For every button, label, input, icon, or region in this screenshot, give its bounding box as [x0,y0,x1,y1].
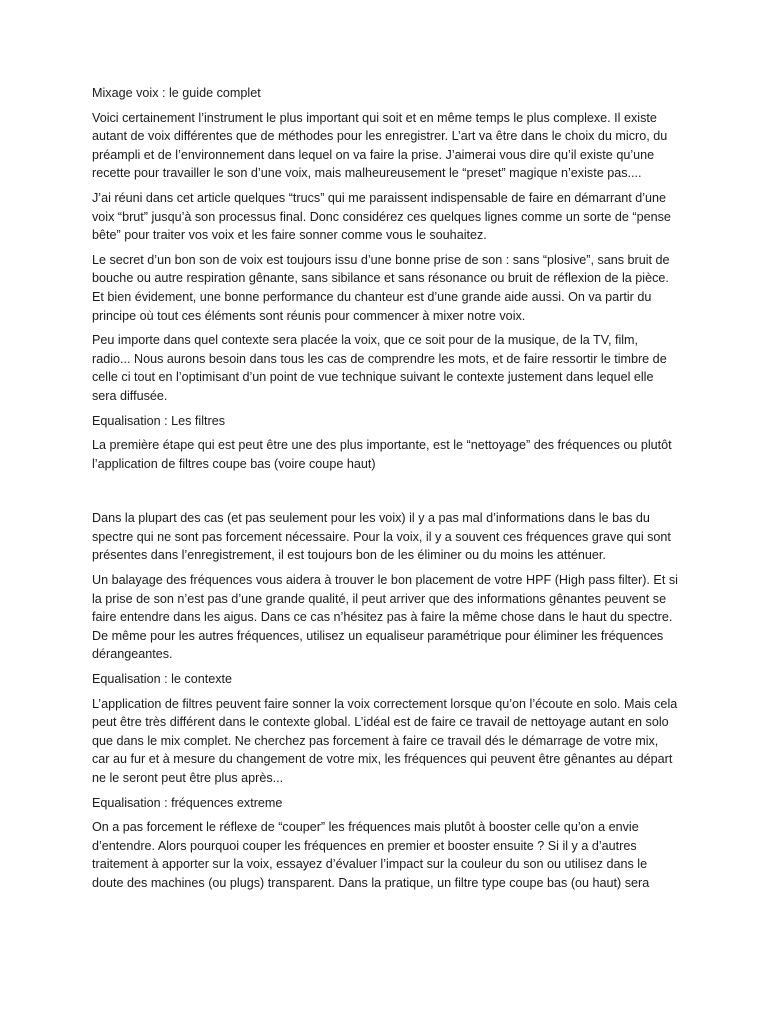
paragraph-first-step: La première étape qui est peut être une des plus importante, est le “nettoyage” des fréquences ou plutôt l’application de filtres coupe bas (voire coupe haut) [92,438,672,471]
heading-extreme-frequencies: Equalisation : fréquences extreme [92,795,283,810]
blank-space [92,479,678,509]
paragraph-tricks: J’ai réuni dans cet article quelques “trucs” qui me paraissent indispensable de faire en démarrant d’une voix “brut” jusqu’à son processus final. Donc considérez ces quelques lignes comme un sorte de “pense bête” pour traiter vos voix et les faire sonner comme vous le souhaitez. [92,190,671,243]
heading-context: Equalisation : le contexte [92,672,233,687]
document-page [92,84,678,899]
paragraph-intro: Voici certainement l’instrument le plus important qui soit et en même temps le plus complexe. Il existe autant de voix différentes que de méthodes pour les enregistrer. L’art va être dans le choix du micro, du préampli et de l’environnement dans lequel on va faire la prise. J’aimerai vous dire qu’il existe qu’une recette pour travailler le son d’une voix, mais malheureusement le “preset” magique n’existe pas.... [92,110,668,181]
heading-filters: Equalisation : Les filtres [92,413,226,428]
paragraph-solo-mix: L’application de filtres peuvent faire sonner la voix correctement lorsque qu’on l’écoute en solo. Mais cela peut être très différent dans le contexte global. L’idéal est de faire ce travail de nettoyage autant en solo que dans le mix complet. Ne cherchez pas forcement à faire ce travail dés le démarrage de votre mix, car au fur et à mesure du changement de votre mix, les fréquences qui peuvent être gênantes au départ ne le seront peut être plus après... [92,696,678,785]
paragraph-cut-boost: On a pas forcement le réflexe de “couper” les fréquences mais plutôt à booster celle qu’on a envie d’entendre. Alors pourquoi couper les fréquences en premier et booster ensuite ? Si il y a d’autres traitement à apporter sur la voix, essayez d’évaluer l’impact sur la couleur du son ou utilisez dans le doute des machines (ou plugs) transparent. Dans la pratique, un filtre type coupe bas (ou haut) sera [92,820,650,890]
paragraph-secret: Le secret d’un bon son de voix est toujours issu d’une bonne prise de son : sans “plosive”, sans bruit de bouche ou autre respiration gênante, sans sibilance et sans résonance ou bruit de réflexion de la pièce. Et bien évidement, une bonne performance du chanteur est d’une grande aide aussi. On va partir du principe où tout ces éléments sont réunis pour commencer à mixer notre voix. [92,252,670,323]
paragraph-context: Peu importe dans quel contexte sera placée la voix, que ce soit pour de la musique, de la TV, film, radio... Nous aurons besoin dans tous les cas de comprendre les mots, et de faire ressortir le timbre de celle ci tout en l’optimisant d’un point de vue technique suivant le contexte justement dans lequel elle sera diffusée. [92,333,667,403]
paragraph-low-spectrum: Dans la plupart des cas (et pas seulement pour les voix) il y a pas mal d’informations dans le bas du spectre qui ne sont pas forcement nécessaire. Pour la voix, il y a souvent ces fréquences grave qui sont présentes dans l’enregistrement, il est toujours bon de les éliminer ou du moins les atténuer. [92,511,671,563]
paragraph-hpf: Un balayage des fréquences vous aidera à trouver le bon placement de votre HPF (High pass filter). Et si la prise de son n’est pas d’une grande qualité, il peut arriver que des informations gênantes peuvent se faire entendre dans les aigus. Dans ce cas n’hésitez pas à faire la même chose dans le haut du spectre. De même pour les autres fréquences, utilisez un equaliseur paramétrique pour éliminer les fréquences dérangeantes. [92,573,678,662]
document-title: Mixage voix : le guide complet [92,86,261,100]
